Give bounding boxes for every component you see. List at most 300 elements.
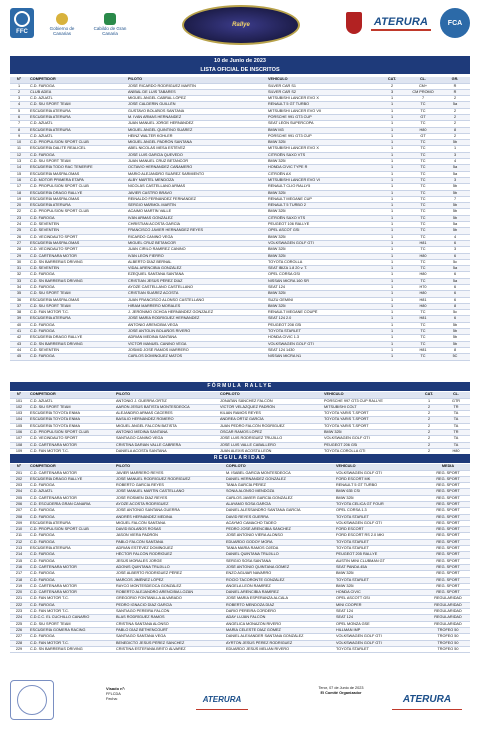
table-cell: 3 bbox=[10, 96, 28, 102]
table-cell: BMW 325i bbox=[266, 247, 378, 253]
table-cell: ROBERTO ALEJANDRO ARENCIBIA LOZÁN bbox=[114, 590, 224, 596]
table-cell: 102 bbox=[10, 404, 28, 410]
table-cell: 224 bbox=[10, 615, 28, 621]
table-cell: SEAT IBIZA 1.8 20 v. T. bbox=[266, 266, 378, 272]
table-cell: GTR bbox=[442, 398, 470, 404]
table-cell: TROFEO 50 bbox=[426, 646, 470, 652]
table-cell: RENAULT MEGANE CUP bbox=[266, 196, 378, 202]
table-cell: BMW 325i bbox=[266, 159, 378, 165]
table-cell: 34 bbox=[10, 285, 28, 291]
table-cell: ADRIÁN ESTÉVEZ DOMÍNGUEZ bbox=[114, 546, 224, 552]
table-cell: TOYOTA STARLET bbox=[334, 514, 426, 520]
table-cell: OPEL ASCOTT GSI bbox=[334, 596, 426, 602]
table-cell: MITSUBISHI LANCER EVO VII bbox=[266, 108, 378, 114]
table-cell: C.D. FAROGA bbox=[28, 483, 114, 489]
table-cell: TOYOTA YARIS T-SPORT bbox=[322, 423, 416, 429]
table-cell: 29 bbox=[10, 253, 28, 259]
table-cell: REGULARIDAD bbox=[426, 609, 470, 615]
table-cell: TOYOTA YARIS T-SPORT bbox=[322, 417, 416, 423]
table-cell: C.D. CARTENARA MOTOR bbox=[28, 495, 114, 501]
table-cell: C.D. CARTENARA MOTOR bbox=[28, 253, 126, 259]
footer-aterura-logo-right: ATERURA bbox=[392, 690, 462, 710]
table-cell: 108 bbox=[10, 442, 28, 448]
table-cell: 1 bbox=[378, 228, 406, 234]
table-cell: TA bbox=[442, 442, 470, 448]
table-cell: ESCUDERÍA ATERURA bbox=[28, 127, 126, 133]
table-cell: C.D. PROPULSIÓN SPORT CLUB bbox=[28, 527, 114, 533]
table-cell: SERGIO MÁRMOL MARTÍN bbox=[126, 203, 266, 209]
table-cell: C.D. FAROGA bbox=[28, 329, 126, 335]
table-cell: 31 bbox=[10, 266, 28, 272]
table-cell: VOLKSWAGEN GOLF GTI bbox=[266, 341, 378, 347]
table-cell: R bbox=[440, 89, 470, 95]
table-cell: 1 bbox=[378, 133, 406, 139]
table-cell: 1 bbox=[378, 96, 406, 102]
column-header: GR. bbox=[440, 77, 470, 83]
table-cell: TC bbox=[406, 222, 440, 228]
table-cell: MIGUEL ÁNGEL PADRÓN SANTANA bbox=[126, 140, 266, 146]
table-cell: 8 bbox=[440, 347, 470, 353]
table-cell: 213 bbox=[10, 546, 28, 552]
table-cell: 42 bbox=[10, 335, 28, 341]
table-cell: VOLKSWAGEN GOLF GTI bbox=[334, 520, 426, 526]
column-header: VEHÍCULO bbox=[322, 392, 416, 398]
table-cell: 1 bbox=[378, 196, 406, 202]
table-cell: PORSCHE 991 GT3 CUP bbox=[266, 114, 378, 120]
table-cell: 37 bbox=[10, 303, 28, 309]
table-cell: 7 bbox=[440, 196, 470, 202]
table-cell: GUSTAVO BOLAÑOS SANTANA bbox=[126, 108, 266, 114]
table-cell: JOSÉ ANTONIO VIERA ALONSO bbox=[224, 533, 334, 539]
table-cell: MITSUBISHI LANCER EVO X bbox=[266, 146, 378, 152]
table-cell: REG. SPORT bbox=[426, 577, 470, 583]
table-cell: TOYOTA CELICA GT FOUR bbox=[334, 501, 426, 507]
table-cell: H80 bbox=[406, 303, 440, 309]
table-cell: 1 bbox=[378, 329, 406, 335]
table-cell: C.D. FAROGA bbox=[28, 577, 114, 583]
table-cell: REG. SPORT bbox=[426, 470, 470, 476]
table-cell: RENAULT 5 GT TURBO bbox=[334, 483, 426, 489]
table-cell: 9 bbox=[10, 133, 28, 139]
column-header: VEHÍCULO bbox=[334, 464, 426, 470]
ffc-ring-icon bbox=[14, 11, 30, 27]
table-cell: ESCUDERÍA ATERURA bbox=[28, 546, 114, 552]
table-cell: C.D. SIU SPORT TEAM bbox=[28, 621, 114, 627]
table-cell: BMW 325i bbox=[334, 495, 426, 501]
table-cell: C.D. PROPULSIÓN SPORT CLUB bbox=[28, 140, 126, 146]
table-cell: 1 bbox=[378, 253, 406, 259]
table-cell: JUAN PEDRO FALCÓN RODRÍGUEZ bbox=[218, 423, 322, 429]
table-cell: HONDA CIVIC bbox=[334, 590, 426, 596]
table-cell: MINI COOPER bbox=[334, 602, 426, 608]
table-cell: 228 bbox=[10, 640, 28, 646]
table-cell: REG. SPORT bbox=[426, 539, 470, 545]
table-cell: 4 bbox=[440, 159, 470, 165]
table-cell: JONATAN SÁNCHEZ FALCÓN bbox=[218, 398, 322, 404]
table-cell: ANGÉLICA MONAZÓN RIVERO bbox=[224, 621, 334, 627]
table-cell: 3 bbox=[378, 89, 406, 95]
table-cell: 1 bbox=[378, 152, 406, 158]
table-cell: ROBERTO MENDOZA DÍAZ bbox=[224, 602, 334, 608]
table-cell: CARLOS JAVIER GARCÍA GONZÁLEZ bbox=[224, 495, 334, 501]
table-cell: TOYOTA COROLLA bbox=[266, 259, 378, 265]
table-cell: 6 bbox=[440, 272, 470, 278]
table-cell: TOYOTA COROLLA GTI bbox=[322, 448, 416, 454]
table-cell: TC bbox=[406, 146, 440, 152]
table-cell: 1 bbox=[378, 140, 406, 146]
cabildo-seal-icon bbox=[104, 13, 116, 25]
table-cell: 7 bbox=[10, 121, 28, 127]
table-cell: 1 bbox=[378, 177, 406, 183]
table-cell: MITSUBISHI COLT bbox=[322, 404, 416, 410]
table-cell: VÍCTOR VELÁZQUEZ PADRÓN bbox=[218, 404, 322, 410]
regularidad-title: REGULARIDAD bbox=[10, 454, 470, 463]
table-cell: 17 bbox=[10, 184, 28, 190]
table-cell: REG. SPORT bbox=[426, 527, 470, 533]
table-cell: CARLOS DOMÍNGUEZ MATOS bbox=[126, 354, 266, 360]
table-cell: 1 bbox=[378, 354, 406, 360]
table-cell: 6 bbox=[440, 240, 470, 246]
table-cell: AYOZE CASTELLANO CASTELLANO bbox=[126, 285, 266, 291]
table-cell: C.D. MOTOR PRIMERA ETAPA bbox=[28, 177, 126, 183]
table-cell: TC bbox=[406, 322, 440, 328]
table-cell: TOYOTA YARIS T-SPORT bbox=[322, 411, 416, 417]
gobierno-canarias-logo: Gobierno de Canarias bbox=[42, 10, 82, 38]
table-cell: JUAN MANUEL CRUZ BETANCOR bbox=[126, 159, 266, 165]
table-cell: PABLO FALCÓN SANTANA bbox=[114, 539, 224, 545]
table-cell: REG. SPORT bbox=[426, 508, 470, 514]
table-cell: MIGUEL ÁNGEL FALCÓN BATISTA bbox=[114, 423, 218, 429]
table-cell: C.D. FAN MOTOR T.C. bbox=[28, 448, 114, 454]
table-cell: 227 bbox=[10, 634, 28, 640]
table-cell: 211 bbox=[10, 533, 28, 539]
table-cell: REGULARIDAD bbox=[426, 615, 470, 621]
table-cell: C.D.C.C. EL CUCHILLO CANARIO bbox=[28, 615, 114, 621]
table-cell: MARIO ALEJANDRO SUÁREZ SARMIENTO bbox=[126, 171, 266, 177]
table-cell: 1 bbox=[10, 83, 28, 89]
table-cell: PORSCHE 991 GT3 CUP bbox=[266, 133, 378, 139]
table-cell: 214 bbox=[10, 552, 28, 558]
table-cell: 1 bbox=[378, 203, 406, 209]
table-cell: C.D. FAROGA bbox=[28, 634, 114, 640]
table-cell: BMW 325i bbox=[266, 209, 378, 215]
table-cell: 36 bbox=[10, 297, 28, 303]
table-cell: TC bbox=[406, 335, 440, 341]
table-cell: 5b bbox=[440, 215, 470, 221]
table-cell: ABEL NICOLÁS MESA ESTÉVEZ bbox=[126, 146, 266, 152]
table-cell: JOSÉ MANUEL MARTÍN CASTELLANO bbox=[114, 489, 224, 495]
table-cell: JOSÉ MANUEL RODRÍGUEZ RODRÍGUEZ bbox=[114, 476, 224, 482]
table-cell: JASON VIERA PADRÓN bbox=[114, 533, 224, 539]
table-cell: 225 bbox=[10, 621, 28, 627]
table-cell: 14 bbox=[10, 165, 28, 171]
column-header: CAT. bbox=[416, 392, 442, 398]
table-cell: 30 bbox=[10, 259, 28, 265]
table-cell: C.D. SIU SPORT TEAM bbox=[28, 159, 126, 165]
table-cell: 5a bbox=[440, 278, 470, 284]
table-cell: 1 bbox=[378, 303, 406, 309]
table-cell: 12 bbox=[10, 152, 28, 158]
table-cell: TC bbox=[406, 329, 440, 335]
table-cell: MIGUEL FALCÓN SANTANA bbox=[114, 520, 224, 526]
table-cell: 1 bbox=[378, 240, 406, 246]
table-cell: 1 bbox=[378, 278, 406, 284]
table-cell: NISSAN MICRA N1 bbox=[266, 354, 378, 360]
page-footer bbox=[0, 680, 480, 735]
table-cell: ANDREA ORTIZ GARCÍA bbox=[218, 417, 322, 423]
table-cell: TANIA MARÍA RAMOS OJEDA bbox=[224, 546, 334, 552]
table-cell: REINALDO FERNÁNDEZ FERNÁNDEZ bbox=[126, 196, 266, 202]
table-cell: ESCUDERÍA TODO RAC TENERIFE bbox=[28, 165, 126, 171]
table-cell: 2 bbox=[416, 411, 442, 417]
table-cell: TC bbox=[406, 196, 440, 202]
table-cell: ESCUDERÍA MASPALOMAS bbox=[28, 240, 126, 246]
table-cell: C.D. SN BARRERAS DRIVING bbox=[28, 341, 126, 347]
table-cell: 1 bbox=[378, 347, 406, 353]
table-cell: TC bbox=[406, 102, 440, 108]
table-cell: C.D. FAROGA bbox=[28, 539, 114, 545]
table-cell: 201 bbox=[10, 470, 28, 476]
table-cell: TOYOTA STARLET bbox=[334, 539, 426, 545]
table-cell: 106 bbox=[10, 429, 28, 435]
table-cell: 5b bbox=[440, 184, 470, 190]
table-cell: 216 bbox=[10, 564, 28, 570]
table-cell: ESCUDERÍA ATERURA bbox=[28, 520, 114, 526]
table-cell: C.D. FAROGA bbox=[28, 83, 126, 89]
table-cell: 1 bbox=[378, 108, 406, 114]
table-cell: 8 bbox=[440, 303, 470, 309]
table-cell: REG. SPORT bbox=[426, 489, 470, 495]
table-cell: 5c bbox=[440, 259, 470, 265]
table-cell: BMW 325i bbox=[266, 234, 378, 240]
table-cell: C.D. AZUATL bbox=[28, 121, 126, 127]
table-cell: C.D. FAN MOTOR T.C. bbox=[28, 640, 114, 646]
table-cell: AYOZE ACOSTA RODRÍGUEZ bbox=[114, 501, 224, 507]
cabildo-logo: Cabildo de Gran Canaria bbox=[90, 10, 130, 38]
table-cell: MIGUEL ÁNGEL QUINTINO SUÁREZ bbox=[126, 127, 266, 133]
table-cell: ALBERTO DÍAZ BERNAL bbox=[126, 259, 266, 265]
table-cell: VOLKSWAGEN GOLF GTI bbox=[334, 470, 426, 476]
table-cell: 10 bbox=[10, 140, 28, 146]
table-cell: JOSÉ CALDERÍN GUILLÉN bbox=[126, 102, 266, 108]
table-cell: H80 bbox=[442, 448, 470, 454]
table-cell: 1 bbox=[440, 146, 470, 152]
table-cell: 223 bbox=[10, 609, 28, 615]
table-cell: TC bbox=[406, 215, 440, 221]
table-cell: 2 bbox=[440, 108, 470, 114]
table-cell: CRISTIAN SUÁREZ ACOSTA bbox=[126, 291, 266, 297]
table-cell: JOSÉ MARÍA ESPERANZA ALCALA bbox=[224, 596, 334, 602]
shield-icon bbox=[346, 12, 362, 34]
table-cell: KILIAN RAMOS REYES bbox=[218, 411, 322, 417]
table-cell: C.D. FAROGA bbox=[28, 571, 114, 577]
table-cell: TC bbox=[406, 165, 440, 171]
table-cell: 20 bbox=[10, 203, 28, 209]
table-cell: 2 bbox=[416, 442, 442, 448]
table-cell: H80 bbox=[406, 272, 440, 278]
table-cell: C.D. CARTENARA MOTOR bbox=[28, 470, 114, 476]
table-cell: REG. SPORT bbox=[426, 546, 470, 552]
table-cell: SILVER CAR S2 bbox=[266, 89, 378, 95]
table-cell: 15 bbox=[10, 171, 28, 177]
table-cell: C.D. AZUATL bbox=[28, 489, 114, 495]
table-cell: AUSTIN MINI CLUBMAN GT bbox=[334, 558, 426, 564]
table-cell: VÍCTOR MANUEL CANINO VEGA bbox=[126, 341, 266, 347]
table-cell: VIDAL ARENCIBIA GONZÁLEZ bbox=[126, 266, 266, 272]
table-cell: 2 bbox=[440, 96, 470, 102]
table-cell: ENZO AGUIAR NAVARRO bbox=[224, 571, 334, 577]
table-cell: H81 bbox=[406, 347, 440, 353]
table-cell: CITROËN SAXO VTS bbox=[266, 152, 378, 158]
table-cell: 33 bbox=[10, 278, 28, 284]
table-cell: PEUGEOT 206 GSi bbox=[322, 442, 416, 448]
table-cell: 219 bbox=[10, 583, 28, 589]
table-cell: 203 bbox=[10, 483, 28, 489]
table-cell: PEUGEOT 205 RALLYE bbox=[334, 552, 426, 558]
table-cell: REGULARIDAD bbox=[426, 602, 470, 608]
table-cell: 207 bbox=[10, 508, 28, 514]
table-cell: ESCUDERÍA ATERURA bbox=[28, 114, 126, 120]
table-cell: REGULARIDAD bbox=[426, 596, 470, 602]
table-cell: JAVIER CASTRO BRAVO bbox=[126, 190, 266, 196]
table-cell: ESCUDERÍA TOYOTA ENMA bbox=[28, 417, 114, 423]
table-cell: BLAS RODRÍGUEZ RAMOS bbox=[114, 615, 224, 621]
table-cell: ÓSCAR RAMOS LÓPEZ bbox=[218, 429, 322, 435]
table-cell: JOSÉ ANTOLÍN BOLAÑOS RIVERO bbox=[126, 329, 266, 335]
table-cell: DANIEL QUINTANA TRUJILLO bbox=[224, 552, 334, 558]
visado-stamp bbox=[10, 680, 54, 720]
table-cell: TC bbox=[406, 121, 440, 127]
list-title: LISTA OFICIAL DE INSCRITOS bbox=[200, 66, 280, 73]
table-cell: ANÍBAL DE LUIS TABARES bbox=[126, 89, 266, 95]
table-cell: VOLKSWAGEN GOLF GTI bbox=[334, 634, 426, 640]
table-cell: REG. SPORT bbox=[426, 552, 470, 558]
table-cell: 5b bbox=[440, 209, 470, 215]
table-cell: 220 bbox=[10, 590, 28, 596]
table-cell: IVÁN LEÓN FIERRO bbox=[126, 253, 266, 259]
table-cell: 45 bbox=[10, 354, 28, 360]
gobierno-seal-icon bbox=[56, 13, 68, 25]
table-cell: TC bbox=[406, 190, 440, 196]
table-cell: DANIEL ARENCIBIA RAMÍREZ bbox=[224, 590, 334, 596]
table-cell: 1 bbox=[416, 398, 442, 404]
table-cell: 5 bbox=[10, 108, 28, 114]
table-cell: C.D. CARTENARA MOTOR bbox=[28, 583, 114, 589]
table-cell: C.D. SN BARRERAS DRIVING bbox=[28, 278, 126, 284]
table-cell: ANDRÉS HERNÁNDEZ MEDINA bbox=[114, 514, 224, 520]
table-cell: JOSÉ RICARDO RODRÍGUEZ MARTÍN bbox=[126, 83, 266, 89]
table-cell: 2 bbox=[416, 436, 442, 442]
table-cell: 25 bbox=[10, 228, 28, 234]
table-cell: TOYOTA STARLET bbox=[334, 646, 426, 652]
table-cell: REG. SPORT bbox=[426, 483, 470, 489]
column-header: COPILOTO bbox=[218, 392, 322, 398]
table-cell: EZEQUIEL SANTANA SANTANA bbox=[126, 272, 266, 278]
table-cell: BMW 325i bbox=[334, 583, 426, 589]
table-cell: ALAYAMO SOSA GARCÍA bbox=[224, 501, 334, 507]
table-cell: 1 bbox=[378, 247, 406, 253]
table-cell: REG. SPORT bbox=[426, 558, 470, 564]
table-cell: ESCUDERÍA TOYOTA ENMA bbox=[28, 423, 114, 429]
table-cell: 1 bbox=[378, 190, 406, 196]
table-cell: OPEL CORSA 1.3 bbox=[334, 508, 426, 514]
table-cell: 13 bbox=[10, 159, 28, 165]
table-cell: EDUARDO GODOY MORA bbox=[224, 539, 334, 545]
fca-logo: FCA bbox=[440, 8, 470, 38]
table-cell: 43 bbox=[10, 341, 28, 347]
table-cell: TC bbox=[406, 247, 440, 253]
table-cell: 5b bbox=[440, 190, 470, 196]
table-cell: C.D. PROPULSIÓN SPORT CLUB bbox=[28, 184, 126, 190]
table-cell: FORD ESCORT MK bbox=[334, 476, 426, 482]
table-cell: 1 bbox=[378, 171, 406, 177]
table-cell: JUAN CIRILO RAMÍREZ CANINO bbox=[126, 247, 266, 253]
table-cell: DANIEL ALESSANDRO SANTANA GARCÍA bbox=[224, 508, 334, 514]
table-cell: RAYCO MONTESDEOCA GONZÁLEZ bbox=[114, 583, 224, 589]
table-cell: 2 bbox=[10, 89, 28, 95]
table-cell: JUAN MANUEL JORGE HERNÁNDEZ bbox=[126, 121, 266, 127]
table-cell: TC bbox=[406, 209, 440, 215]
table-cell: JOSÉ ANTONIO QUINTANA GÓMEZ bbox=[224, 564, 334, 570]
table-cell: 32 bbox=[10, 272, 28, 278]
table-cell: 2 bbox=[378, 83, 406, 89]
table-cell: MIGUEL ÁNGEL CABRAL LÓPEZ bbox=[126, 96, 266, 102]
table-cell: 1 bbox=[378, 316, 406, 322]
table-cell: 6 bbox=[10, 114, 28, 120]
table-cell: 221 bbox=[10, 596, 28, 602]
table-cell: FRANCISCO JAVIER HERNÁNDEZ REYES bbox=[126, 228, 266, 234]
footer-aterura-logo: ATERURA bbox=[196, 690, 248, 710]
table-cell: ANTONIO MEDINA SANTANA bbox=[114, 429, 218, 435]
table-cell: JOSÉ ROSMEN DÍAZ REYES bbox=[114, 495, 224, 501]
table-cell: VOLKSWAGEN GOLF GTI bbox=[322, 436, 416, 442]
table-cell: GT bbox=[406, 133, 440, 139]
event-date: 10 de Junio de 2023 bbox=[214, 58, 266, 64]
table-cell: C.D. FAROGA bbox=[28, 285, 126, 291]
table-cell: JUAN ALEXIS ACOSTA LEÓN bbox=[218, 448, 322, 454]
table-cell: GT bbox=[406, 114, 440, 120]
table-cell: SEAT 124 bbox=[334, 615, 426, 621]
table-cell: ESCUDERÍA ATERURA bbox=[28, 108, 126, 114]
table-cell: CRISTINA DARIAN VALLE CABRERA bbox=[114, 442, 218, 448]
table-cell: 11 bbox=[10, 146, 28, 152]
main-entries-table bbox=[10, 77, 470, 361]
table-cell: TC bbox=[406, 310, 440, 316]
table-cell: 2 bbox=[440, 114, 470, 120]
table-cell: TC bbox=[406, 159, 440, 165]
table-cell: ACAYMO CAMACHO TADEO bbox=[224, 520, 334, 526]
table-cell: 212 bbox=[10, 539, 28, 545]
table-cell: BENEDICTO JESÚS PÉREZ SÁNCHEZ bbox=[114, 640, 224, 646]
table-cell: 1 bbox=[378, 234, 406, 240]
table-cell: C.D. FAROGA bbox=[28, 514, 114, 520]
table-cell: 3 bbox=[440, 247, 470, 253]
table-cell: ESCUDERÍA GOMERA RACING bbox=[28, 627, 114, 633]
table-cell: ESCUDERÍA ATERURA bbox=[28, 203, 126, 209]
table-cell: 2 bbox=[416, 429, 442, 435]
table-row bbox=[10, 646, 470, 652]
column-header: CAT. bbox=[378, 77, 406, 83]
table-cell: TC bbox=[406, 234, 440, 240]
formula-rallye-table bbox=[10, 392, 470, 455]
regularidad-table bbox=[10, 464, 470, 653]
table-cell: HILLMAN IMP bbox=[334, 627, 426, 633]
table-cell: 5b bbox=[440, 140, 470, 146]
table-cell: 6 bbox=[440, 291, 470, 297]
table-cell: SONIA ALONSO MENDOZA bbox=[224, 489, 334, 495]
table-cell: C.D. FAN MOTOR T.C. bbox=[28, 310, 126, 316]
aterura-underline bbox=[371, 29, 431, 31]
